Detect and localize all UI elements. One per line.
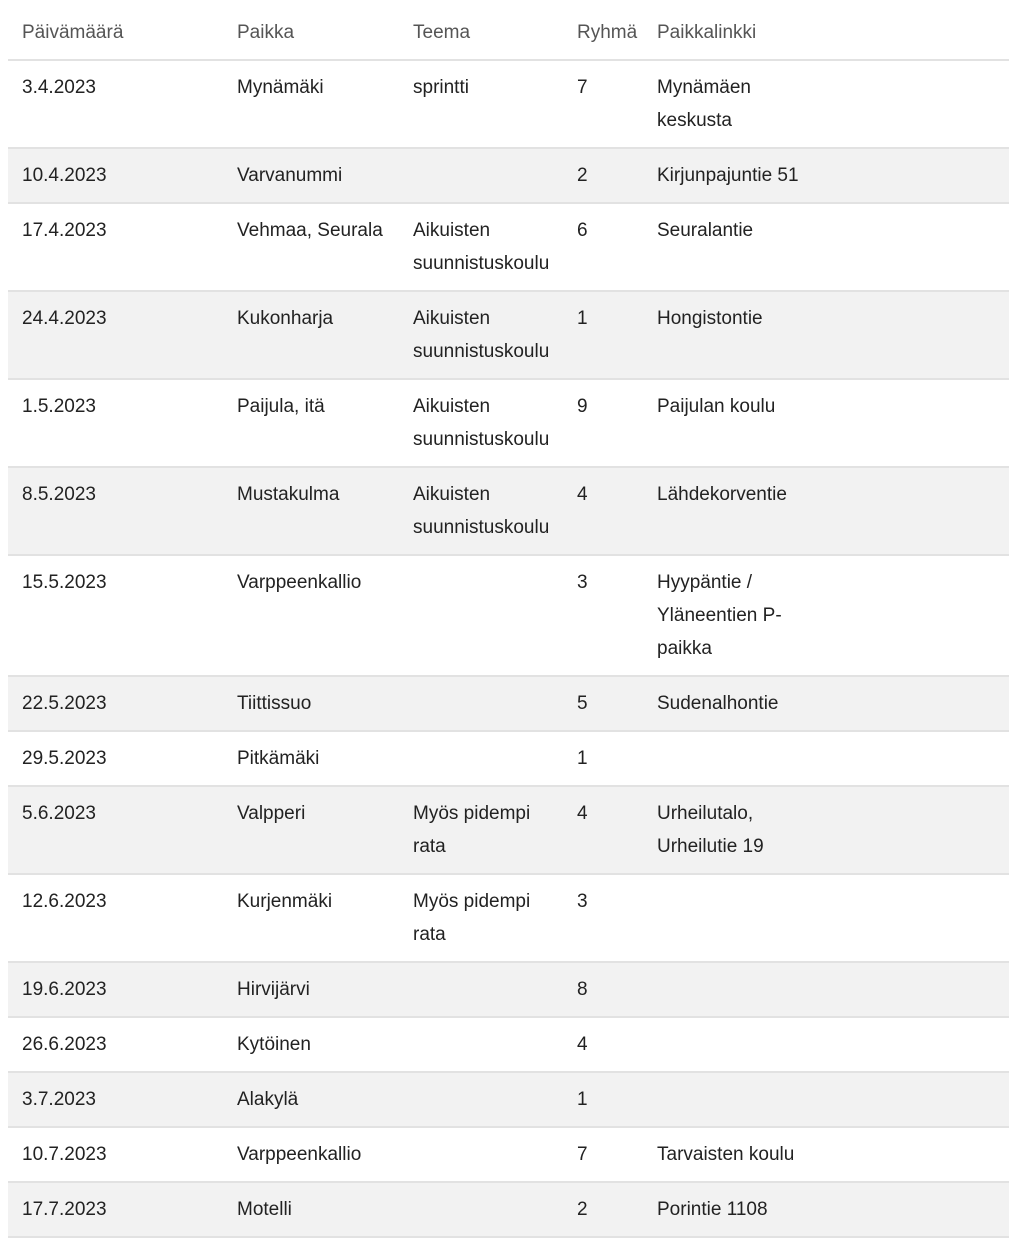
cell-theme xyxy=(399,676,563,731)
cell-theme xyxy=(399,1127,563,1182)
table-row xyxy=(8,291,1009,379)
cell-place-link: Seuralantie xyxy=(643,203,1009,291)
cell-place: Vehmaa, Seurala xyxy=(223,203,399,291)
cell-group: 4 xyxy=(563,467,643,555)
cell-place-link: Mynämäen keskusta xyxy=(643,60,1009,148)
cell-place-link xyxy=(643,962,1009,1017)
cell-place-link xyxy=(643,874,1009,962)
cell-date: 3.7.2023 xyxy=(8,1072,223,1127)
cell-theme xyxy=(399,148,563,203)
cell-place-link: Sudenalhontie xyxy=(643,676,1009,731)
header-place: Paikka xyxy=(223,6,399,60)
header-date: Päivämäärä xyxy=(8,6,223,60)
cell-place: Alakylä xyxy=(223,1072,399,1127)
cell-group: 8 xyxy=(563,962,643,1017)
table-row xyxy=(8,676,1009,731)
cell-theme xyxy=(399,962,563,1017)
cell-theme: Aikuisten suunnistuskoulu xyxy=(399,379,563,467)
cell-place-link: Hongistontie xyxy=(643,291,1009,379)
cell-place: Varppeenkallio xyxy=(223,555,399,676)
cell-theme: Aikuisten suunnistuskoulu xyxy=(399,467,563,555)
table-header-row xyxy=(8,6,1009,60)
cell-group: 7 xyxy=(563,1127,643,1182)
cell-group: 4 xyxy=(563,1017,643,1072)
cell-date: 15.5.2023 xyxy=(8,555,223,676)
cell-date: 26.6.2023 xyxy=(8,1017,223,1072)
cell-place: Kytöinen xyxy=(223,1017,399,1072)
cell-place-link: Hyypäntie / Yläneentien P-paikka xyxy=(643,555,1009,676)
table-row xyxy=(8,203,1009,291)
cell-date: 22.5.2023 xyxy=(8,676,223,731)
table-row xyxy=(8,148,1009,203)
cell-group: 3 xyxy=(563,874,643,962)
cell-place: Varppeenkallio xyxy=(223,1127,399,1182)
schedule-table xyxy=(8,6,1009,1238)
cell-place-link: Lähdekorventie xyxy=(643,467,1009,555)
cell-theme xyxy=(399,731,563,786)
cell-place: Motelli xyxy=(223,1182,399,1237)
cell-theme xyxy=(399,555,563,676)
cell-group: 4 xyxy=(563,786,643,874)
cell-theme: Aikuisten suunnistuskoulu xyxy=(399,291,563,379)
cell-group: 5 xyxy=(563,676,643,731)
cell-group: 2 xyxy=(563,1182,643,1237)
header-group: Ryhmä xyxy=(563,6,643,60)
cell-place: Paijula, itä xyxy=(223,379,399,467)
cell-group: 2 xyxy=(563,148,643,203)
cell-place: Valpperi xyxy=(223,786,399,874)
cell-place-link: Kirjunpajuntie 51 xyxy=(643,148,1009,203)
cell-group: 7 xyxy=(563,60,643,148)
cell-date: 10.4.2023 xyxy=(8,148,223,203)
cell-theme xyxy=(399,1182,563,1237)
cell-group: 1 xyxy=(563,731,643,786)
cell-date: 1.5.2023 xyxy=(8,379,223,467)
table-row xyxy=(8,962,1009,1017)
cell-group: 6 xyxy=(563,203,643,291)
cell-place-link: Tarvaisten koulu xyxy=(643,1127,1009,1182)
cell-date: 5.6.2023 xyxy=(8,786,223,874)
cell-place-link: Urheilutalo, Urheilutie 19 xyxy=(643,786,1009,874)
table-row xyxy=(8,1017,1009,1072)
cell-place: Mynämäki xyxy=(223,60,399,148)
cell-date: 17.7.2023 xyxy=(8,1182,223,1237)
cell-date: 17.4.2023 xyxy=(8,203,223,291)
header-link: Paikkalinkki xyxy=(643,6,1009,60)
table-row xyxy=(8,379,1009,467)
cell-theme xyxy=(399,1017,563,1072)
cell-theme: Aikuisten suunnistuskoulu xyxy=(399,203,563,291)
table-row xyxy=(8,1127,1009,1182)
cell-place: Mustakulma xyxy=(223,467,399,555)
table-row xyxy=(8,555,1009,676)
cell-theme xyxy=(399,1072,563,1127)
cell-date: 24.4.2023 xyxy=(8,291,223,379)
cell-theme: Myös pidempi rata xyxy=(399,786,563,874)
cell-place: Kukonharja xyxy=(223,291,399,379)
cell-date: 3.4.2023 xyxy=(8,60,223,148)
cell-place-link xyxy=(643,1017,1009,1072)
cell-place: Varvanummi xyxy=(223,148,399,203)
header-theme: Teema xyxy=(399,6,563,60)
cell-group: 1 xyxy=(563,291,643,379)
cell-place: Kurjenmäki xyxy=(223,874,399,962)
cell-place-link xyxy=(643,1072,1009,1127)
cell-theme: sprintti xyxy=(399,60,563,148)
table-row xyxy=(8,1182,1009,1237)
table-row xyxy=(8,786,1009,874)
cell-theme: Myös pidempi rata xyxy=(399,874,563,962)
cell-place-link: Porintie 1108 xyxy=(643,1182,1009,1237)
cell-place-link: Paijulan koulu xyxy=(643,379,1009,467)
cell-group: 1 xyxy=(563,1072,643,1127)
cell-date: 12.6.2023 xyxy=(8,874,223,962)
table-row xyxy=(8,874,1009,962)
cell-date: 10.7.2023 xyxy=(8,1127,223,1182)
cell-place: Tiittissuo xyxy=(223,676,399,731)
cell-place: Pitkämäki xyxy=(223,731,399,786)
cell-date: 19.6.2023 xyxy=(8,962,223,1017)
table-row xyxy=(8,467,1009,555)
cell-date: 8.5.2023 xyxy=(8,467,223,555)
cell-group: 3 xyxy=(563,555,643,676)
cell-place: Hirvijärvi xyxy=(223,962,399,1017)
table-body xyxy=(8,60,1009,1237)
cell-group: 9 xyxy=(563,379,643,467)
table-row xyxy=(8,731,1009,786)
table-row xyxy=(8,60,1009,148)
table-row xyxy=(8,1072,1009,1127)
cell-date: 29.5.2023 xyxy=(8,731,223,786)
cell-place-link xyxy=(643,731,1009,786)
